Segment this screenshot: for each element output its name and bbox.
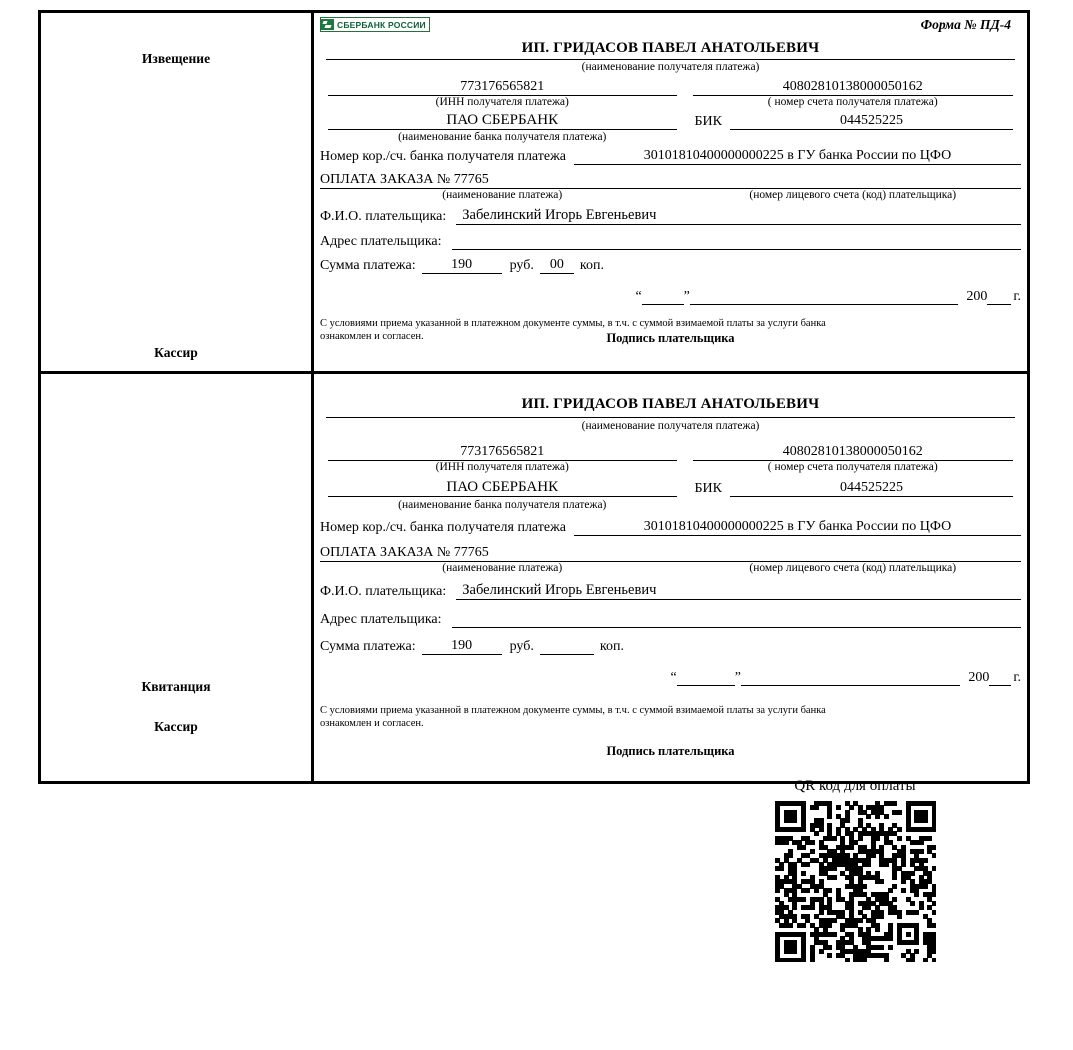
receipt-payer-label: Ф.И.О. плательщика: [320, 584, 447, 599]
sberbank-logo [320, 17, 430, 32]
receipt-signature-label: Подпись плательщика [606, 744, 735, 759]
receipt-bank-caption: (наименование банка получателя платежа) [398, 499, 607, 511]
notice-rub-label: руб. [509, 258, 534, 273]
notice-bank-caption: (наименование банка получателя платежа) [398, 131, 607, 143]
notice-bank-cell [320, 112, 685, 130]
notice-date-day [642, 286, 684, 305]
receipt-bik-label: БИК [694, 481, 723, 496]
notice-bik-label: БИК [694, 114, 723, 129]
receipt-payer-name: Забелинский Игорь Евгеньевич [456, 582, 1021, 600]
notice-block [41, 13, 1027, 371]
receipt-bik-cell [685, 479, 1021, 497]
notice-payment-purpose-caption: (наименование платежа) [442, 189, 563, 201]
receipt-date-quote-open: “ [670, 670, 677, 685]
receipt-recipient-name: ИП. ГРИДАСОВ ПАВЕЛ АНАТОЛЬЕВИЧ [521, 396, 820, 412]
notice-year-value [987, 286, 1011, 305]
receipt-payment-purpose: ОПЛАТА ЗАКАЗА № 77765 [320, 545, 692, 562]
notice-date-month [690, 286, 958, 305]
notice-recipient-rule [326, 59, 1015, 60]
qr-code-image [775, 801, 936, 962]
notice-side-label-bottom: Кассир [154, 345, 198, 360]
receipt-address-value [452, 610, 1021, 628]
qr-section [765, 778, 945, 962]
notice-bik-cell [685, 112, 1021, 130]
receipt-side-label-bottom: Кассир [154, 719, 198, 734]
receipt-year-suffix: г. [1013, 670, 1021, 685]
receipt-address-label: Адрес плательщика: [320, 612, 442, 627]
receipt-personal-account-value [692, 545, 1021, 562]
notice-corr-label: Номер кор./сч. банка получателя платежа [320, 149, 566, 164]
receipt-side-column [41, 374, 314, 781]
sberbank-logo-text: СБЕРБАНК РОССИИ [337, 19, 426, 30]
notice-side-label-top: Извещение [141, 51, 211, 66]
receipt-recipient-rule [326, 417, 1015, 418]
receipt-recipient-caption: (наименование получателя платежа) [581, 420, 760, 432]
notice-kop-label: коп. [579, 258, 604, 273]
notice-header-row [320, 17, 1021, 33]
notice-address-label: Адрес плательщика: [320, 234, 442, 249]
receipt-personal-account-caption: (номер лицевого счета (код) плательщика) [749, 562, 957, 574]
notice-terms-line2: ознакомлен и согласен. [320, 331, 424, 343]
notice-inn-cell [320, 79, 685, 108]
notice-year-suffix: г. [1013, 289, 1021, 304]
receipt-block [41, 371, 1027, 781]
notice-terms-line1: С условиями приема указанной в платежном документе суммы, в т.ч. с суммой взимаемой платы за услуги банка [320, 318, 826, 329]
receipt-side-label-top: Квитанция [141, 679, 211, 694]
notice-account-caption: ( номер счета получателя платежа) [767, 96, 938, 108]
notice-date-quote-close: ” [683, 289, 690, 304]
receipt-kop-label: коп. [599, 639, 624, 654]
notice-personal-account-value [692, 172, 1021, 189]
notice-recipient-name: ИП. ГРИДАСОВ ПАВЕЛ АНАТОЛЬЕВИЧ [521, 40, 820, 56]
receipt-corr-value: 30101810400000000225 в ГУ банка России по ЦФО [574, 519, 1021, 536]
receipt-inn-value: 773176565821 [328, 444, 677, 461]
receipt-inn-caption: (ИНН получателя платежа) [435, 461, 569, 473]
qr-title: QR код для оплаты [794, 778, 916, 794]
receipt-terms-line1: С условиями приема указанной в платежном документе суммы, в т.ч. с суммой взимаемой платы за услуги банка [320, 705, 826, 716]
receipt-account-value: 40802810138000050162 [693, 444, 1013, 461]
notice-address-value [452, 232, 1021, 250]
sberbank-mark-icon [321, 19, 334, 30]
receipt-terms [320, 704, 1021, 730]
receipt-bank-name: ПАО СБЕРБАНК [328, 479, 677, 497]
notice-date-quote-open: “ [635, 289, 642, 304]
payment-form [38, 10, 1030, 784]
receipt-terms-line2: ознакомлен и согласен. [320, 718, 424, 730]
receipt-amount-label: Сумма платежа: [320, 639, 416, 654]
notice-inn-caption: (ИНН получателя платежа) [435, 96, 569, 108]
notice-recipient-caption: (наименование получателя платежа) [581, 61, 760, 73]
receipt-rub-label: руб. [509, 639, 534, 654]
notice-amount-label: Сумма платежа: [320, 258, 416, 273]
receipt-amount-kop [540, 638, 594, 655]
notice-personal-account-caption: (номер лицевого счета (код) плательщика) [749, 189, 957, 201]
receipt-account-cell [685, 444, 1021, 473]
receipt-date-quote-close: ” [734, 670, 741, 685]
receipt-date-month [741, 667, 960, 686]
notice-corr-value: 30101810400000000225 в ГУ банка России по ЦФО [574, 148, 1021, 165]
notice-year-prefix: 200 [966, 289, 988, 304]
notice-bik-value: 044525225 [730, 113, 1013, 130]
notice-side-column [41, 13, 314, 371]
receipt-account-caption: ( номер счета получателя платежа) [767, 461, 938, 473]
receipt-payment-purpose-caption: (наименование платежа) [442, 562, 563, 574]
notice-payer-name: Забелинский Игорь Евгеньевич [456, 207, 1021, 225]
receipt-year-prefix: 200 [968, 670, 990, 685]
notice-payment-purpose: ОПЛАТА ЗАКАЗА № 77765 [320, 172, 692, 189]
receipt-amount-rub: 190 [422, 638, 502, 655]
notice-amount-kop: 00 [540, 257, 574, 274]
receipt-bank-cell [320, 479, 685, 497]
notice-account-value: 40802810138000050162 [693, 79, 1013, 96]
receipt-corr-label: Номер кор./сч. банка получателя платежа [320, 520, 566, 535]
receipt-body [314, 374, 1027, 781]
notice-amount-rub: 190 [422, 257, 502, 274]
receipt-inn-cell [320, 444, 685, 473]
receipt-year-value [989, 667, 1011, 686]
notice-inn-value: 773176565821 [328, 79, 677, 96]
receipt-bik-value: 044525225 [730, 480, 1013, 497]
form-number: Форма № ПД-4 [920, 17, 1011, 32]
notice-bank-name: ПАО СБЕРБАНК [328, 112, 677, 130]
notice-body [314, 13, 1027, 371]
receipt-date-day [677, 667, 735, 686]
notice-account-cell [685, 79, 1021, 108]
notice-signature-label: Подпись плательщика [606, 331, 735, 346]
notice-payer-label: Ф.И.О. плательщика: [320, 209, 447, 224]
